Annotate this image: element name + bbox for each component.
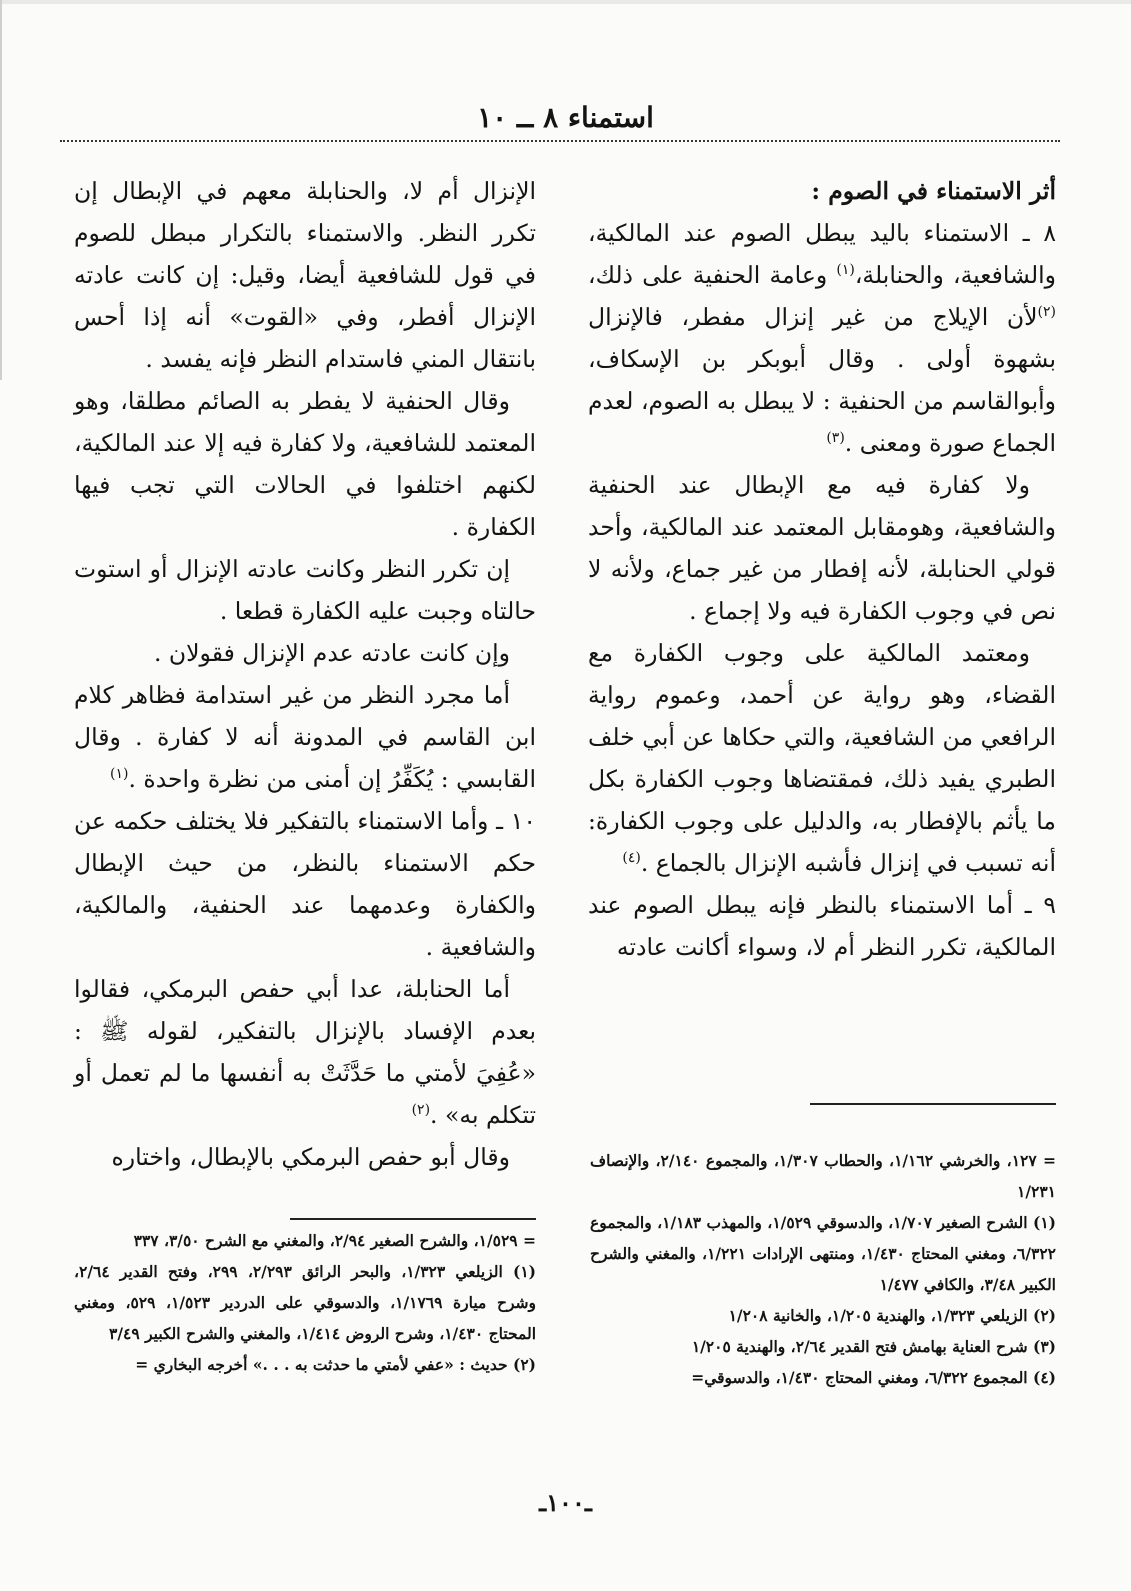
paragraph: إن تكرر النظر وكانت عادته الإنزال أو استوت حالتاه وجبت عليه الكفارة قطعا . [74,555,536,625]
footnote: (١) الزيلعي ١/٣٢٣، والبحر الرائق ٢/٢٩٣، ٢٩٩، وفتح القدير ٢/٦٤، وشرح ميارة ١/١٧٦٩، والدسوقي على الدردير ١/٥٢٣، ٥٢٩، ومغني المحتاج ١/٤٣٠، وشرح الروض ١/٤١٤، والمغني والشرح الكبير ٣/٤٩ [74,1262,536,1343]
paragraph-text: وعامة الحنفية على ذلك، [588,261,837,289]
footnote-ref: (٢) [411,1102,431,1119]
footnote: (٤) المجموع ٦/٣٢٢، ومغني المحتاج ١/٤٣٠، والدسوقي= [691,1368,1056,1387]
running-header: استمناء ٨ ــ ١٠ [477,101,654,134]
footnote: (١) الشرح الصغير ١/٧٠٧، والدسوقي ١/٥٢٩، والمهذب ١/١٨٣، والمجموع ٦/٣٢٢، ومغني المحتاج ١/٤٣٠، ومنتهى الإرادات ١/٢٢١، والمغني والشرح الكبير ٣/٤٨، والكافي ١/٤٧٧ [590,1213,1056,1294]
footnote: (٣) شرح العناية بهامش فتح القدير ٢/٦٤، والهندية ١/٢٠٥ [691,1337,1056,1356]
left-footnotes [74,1225,536,1380]
paragraph-text: أما الحنابلة، عدا أبي حفص البرمكي، فقالوا بعدم الإفساد بالإنزال بالتفكير، لقوله ﷺ : «عُفِيَ لأمتي ما حَدَّثَتْ به أنفسها ما لم تعمل أو تتكلم به» . [74,975,536,1129]
footnote-ref: (١) [836,262,855,279]
paragraph-text: لأن الإيلاج من غير إنزال مفطر، فالإنزال بشهوة أولى . وقال أبوبكر بن الإسكاف، وأبوالقاسم من الحنفية : لا يبطل به الصوم، لعدم الجماع صورة ومعنى . [588,303,1056,457]
paragraph: وقال الحنفية لا يفطر به الصائم مطلقا، وهو المعتمد للشافعية، ولا كفارة فيه إلا عند المالكية، لكنهم اختلفوا في الحالات التي تجب فيها الكفارة . [74,387,536,541]
footnote-ref: (١) [109,766,129,783]
paragraph [588,632,1056,884]
paragraph [588,212,1056,464]
footnote: = ١٢٧، والخرشي ١/١٦٢، والحطاب ١/٣٠٧، والمجموع ٢/١٤٠، والإنصاف ١/٢٣١ [590,1151,1056,1201]
paragraph-text: ومعتمد المالكية على وجوب الكفارة مع القضاء، وهو رواية عن أحمد، وعموم رواية الرافعي من الشافعية، والتي حكاها عن أبي خلف الطبري يفيد ذلك، فمقتضاها وجوب الكفارة بكل ما يأثم بالإفطار به، والدليل على وجوب الكفارة: أنه تسبب في إنزال فأشبه الإنزال بالجماع . [588,639,1056,877]
left-text-column [74,170,536,1178]
paragraph-text: ٨ ـ الاستمناء باليد يبطل الصوم عند المالكية، والشافعية، والحنابلة، [588,219,1056,289]
footnote-ref: (٢) [1037,304,1056,321]
paragraph: وقال أبو حفص البرمكي بالإبطال، واختاره [111,1143,510,1171]
paragraph-text: أما مجرد النظر من غير استدامة فظاهر كلام ابن القاسم في المدونة أنه لا كفارة . وقال القابسي : يُكَفِّرُ إن أمنى من نظرة واحدة . [74,681,536,793]
page-edge [0,0,1131,4]
paragraph: وإن كانت عادته عدم الإنزال فقولان . [153,639,510,667]
header-divider [60,140,1060,142]
footnote: = ١/٥٢٩، والشرح الصغير ٢/٩٤، والمغني مع الشرح ٣/٥٠، ٣٣٧ [133,1231,536,1250]
footnote-divider [290,1218,536,1220]
paragraph [74,674,536,800]
paragraph: ولا كفارة فيه مع الإبطال عند الحنفية والشافعية، وهومقابل المعتمد عند المالكية، وأحد قولي الحنابلة، لأنه إفطار من غير جماع، ولأنه لا نص في وجوب الكفارة فيه ولا إجماع . [588,471,1056,625]
footnote: (٢) الزيلعي ١/٣٢٣، والهندية ١/٢٠٥، والخانية ١/٢٠٨ [728,1306,1056,1325]
footnote-ref: (٣) [826,430,845,447]
page-number: ـ١٠٠ـ [539,1488,592,1517]
footnote-ref: (٤) [622,850,641,867]
paragraph: الإنزال أم لا، والحنابلة معهم في الإبطال إن تكرر النظر. والاستمناء بالتكرار مبطل للصوم في قول للشافعية أيضا، وقيل: إن كانت عادته الإنزال أفطر، وفي «القوت» أنه إذا أحس بانتقال المني فاستدام النظر فإنه يفسد . [74,177,536,373]
paragraph: ٩ ـ أما الاستمناء بالنظر فإنه يبطل الصوم عند المالكية، تكرر النظر أم لا، وسواء أكانت عادته [588,891,1056,961]
page-edge [0,0,2,380]
footnote: (٢) حديث : «عفي لأمتي ما حدثت به . . .» أخرجه البخاري = [135,1355,536,1374]
paragraph [74,968,536,1136]
right-text-column [588,170,1056,968]
footnote-divider [810,1103,1056,1105]
paragraph: ١٠ ـ وأما الاستمناء بالتفكير فلا يختلف حكمه عن حكم الاستمناء بالنظر، من حيث الإبطال والكفارة وعدمهما عند الحنفية، والمالكية، والشافعية . [74,807,536,961]
right-footnotes [590,1145,1056,1393]
section-heading: أثر الاستمناء في الصوم : [811,177,1056,205]
